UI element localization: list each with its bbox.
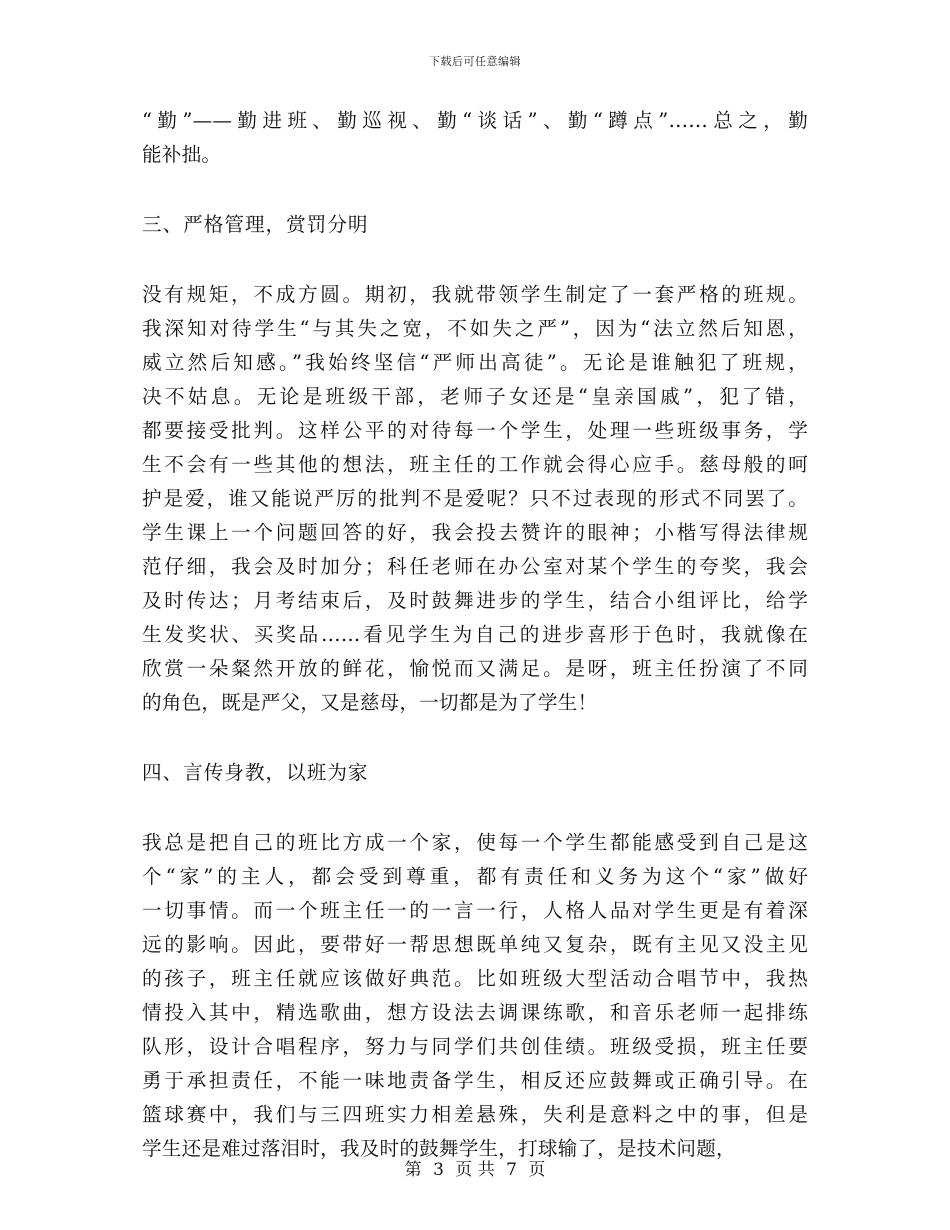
footer-page-number: 3 <box>433 1160 444 1180</box>
text-line: 勇于承担责任，不能一味地责备学生，相反还应鼓舞或正确引导。在 <box>142 1069 808 1092</box>
footer-suffix: 页 <box>528 1160 546 1180</box>
text-line: 个“家”的主人，都会受到尊重，都有责任和义务为这个“家”做好 <box>142 865 808 888</box>
paragraph <box>142 278 808 720</box>
text-line: 威立然后知感。”我始终坚信“严师出高徒”。无论是谁触犯了班规， <box>142 351 808 374</box>
footer-total-pages: 7 <box>506 1160 517 1180</box>
text-line: 情投入其中，精选歌曲，想方设法去调课练歌，和音乐老师一起排练 <box>142 1001 808 1024</box>
text-line: 都要接受批判。这样公平的对待每一个学生，处理一些班级事务，学 <box>142 419 808 442</box>
paragraph <box>142 104 808 172</box>
text-line: 生不会有一些其他的想法，班主任的工作就会得心应手。慈母般的呵 <box>142 453 808 476</box>
text-line: 能补拙。 <box>142 143 222 166</box>
text-line: 三、严格管理，赏罚分明 <box>142 213 369 236</box>
section-heading <box>142 756 808 790</box>
document-body <box>142 104 808 1202</box>
text-line: 学生还是难过落泪时，我及时的鼓舞学生，打球输了，是技术问题， <box>142 1137 736 1160</box>
text-line: “勤”——勤进班、勤巡视、勤“谈话”、勤“蹲点”……总之，勤 <box>142 109 808 132</box>
text-line: 生发奖状、买奖品……看见学生为自己的进步喜形于色时，我就像在 <box>142 623 808 646</box>
footer-middle: 页 共 <box>455 1160 495 1180</box>
page-header-note: 下载后可任意编辑 <box>429 55 521 68</box>
footer-prefix: 第 <box>404 1160 422 1180</box>
paragraph-text <box>142 826 808 1166</box>
text-line: 队形，设计合唱程序，努力与同学们共创佳绩。班级受损，班主任要 <box>142 1035 808 1058</box>
text-line: 决不姑息。无论是班级干部，老师子女还是“皇亲国戚”，犯了错， <box>142 385 808 408</box>
text-line: 的角色，既是严父，又是慈母，一切都是为了学生！ <box>142 691 598 714</box>
text-line: 及时传达；月考结束后，及时鼓舞进步的学生，结合小组评比，给学 <box>142 589 808 612</box>
section-heading <box>142 208 808 242</box>
paragraph-text <box>142 104 808 172</box>
text-line: 的孩子，班主任就应该做好典范。比如班级大型活动合唱节中，我热 <box>142 967 808 990</box>
paragraph-text <box>142 278 808 720</box>
text-line: 四、言传身教，以班为家 <box>142 761 369 784</box>
text-line: 没有规矩，不成方圆。期初，我就带领学生制定了一套严格的班规。 <box>142 283 808 306</box>
text-line: 护是爱，谁又能说严厉的批判不是爱呢？只不过表现的形式不同罢了。 <box>142 487 808 510</box>
paragraph-text <box>142 756 808 790</box>
text-line: 我深知对待学生“与其失之宽，不如失之严”，因为“法立然后知恩， <box>142 317 808 340</box>
text-line: 篮球赛中，我们与三四班实力相差悬殊，失利是意料之中的事，但是 <box>142 1103 808 1126</box>
text-line: 远的影响。因此，要带好一帮思想既单纯又复杂，既有主见又没主见 <box>142 933 808 956</box>
paragraph-text <box>142 208 808 242</box>
text-line: 一切事情。而一个班主任一的一言一行，人格人品对学生更是有着深 <box>142 899 808 922</box>
text-line: 欣赏一朵粲然开放的鲜花，愉悦而又满足。是呀，班主任扮演了不同 <box>142 657 808 680</box>
text-line: 学生课上一个问题回答的好，我会投去赞许的眼神；小楷写得法律规 <box>142 521 808 544</box>
text-line: 范仔细，我会及时加分；科任老师在办公室对某个学生的夸奖，我会 <box>142 555 808 578</box>
text-line: 我总是把自己的班比方成一个家，使每一个学生都能感受到自己是这 <box>142 831 808 854</box>
paragraph <box>142 826 808 1166</box>
page-footer <box>0 1155 950 1180</box>
